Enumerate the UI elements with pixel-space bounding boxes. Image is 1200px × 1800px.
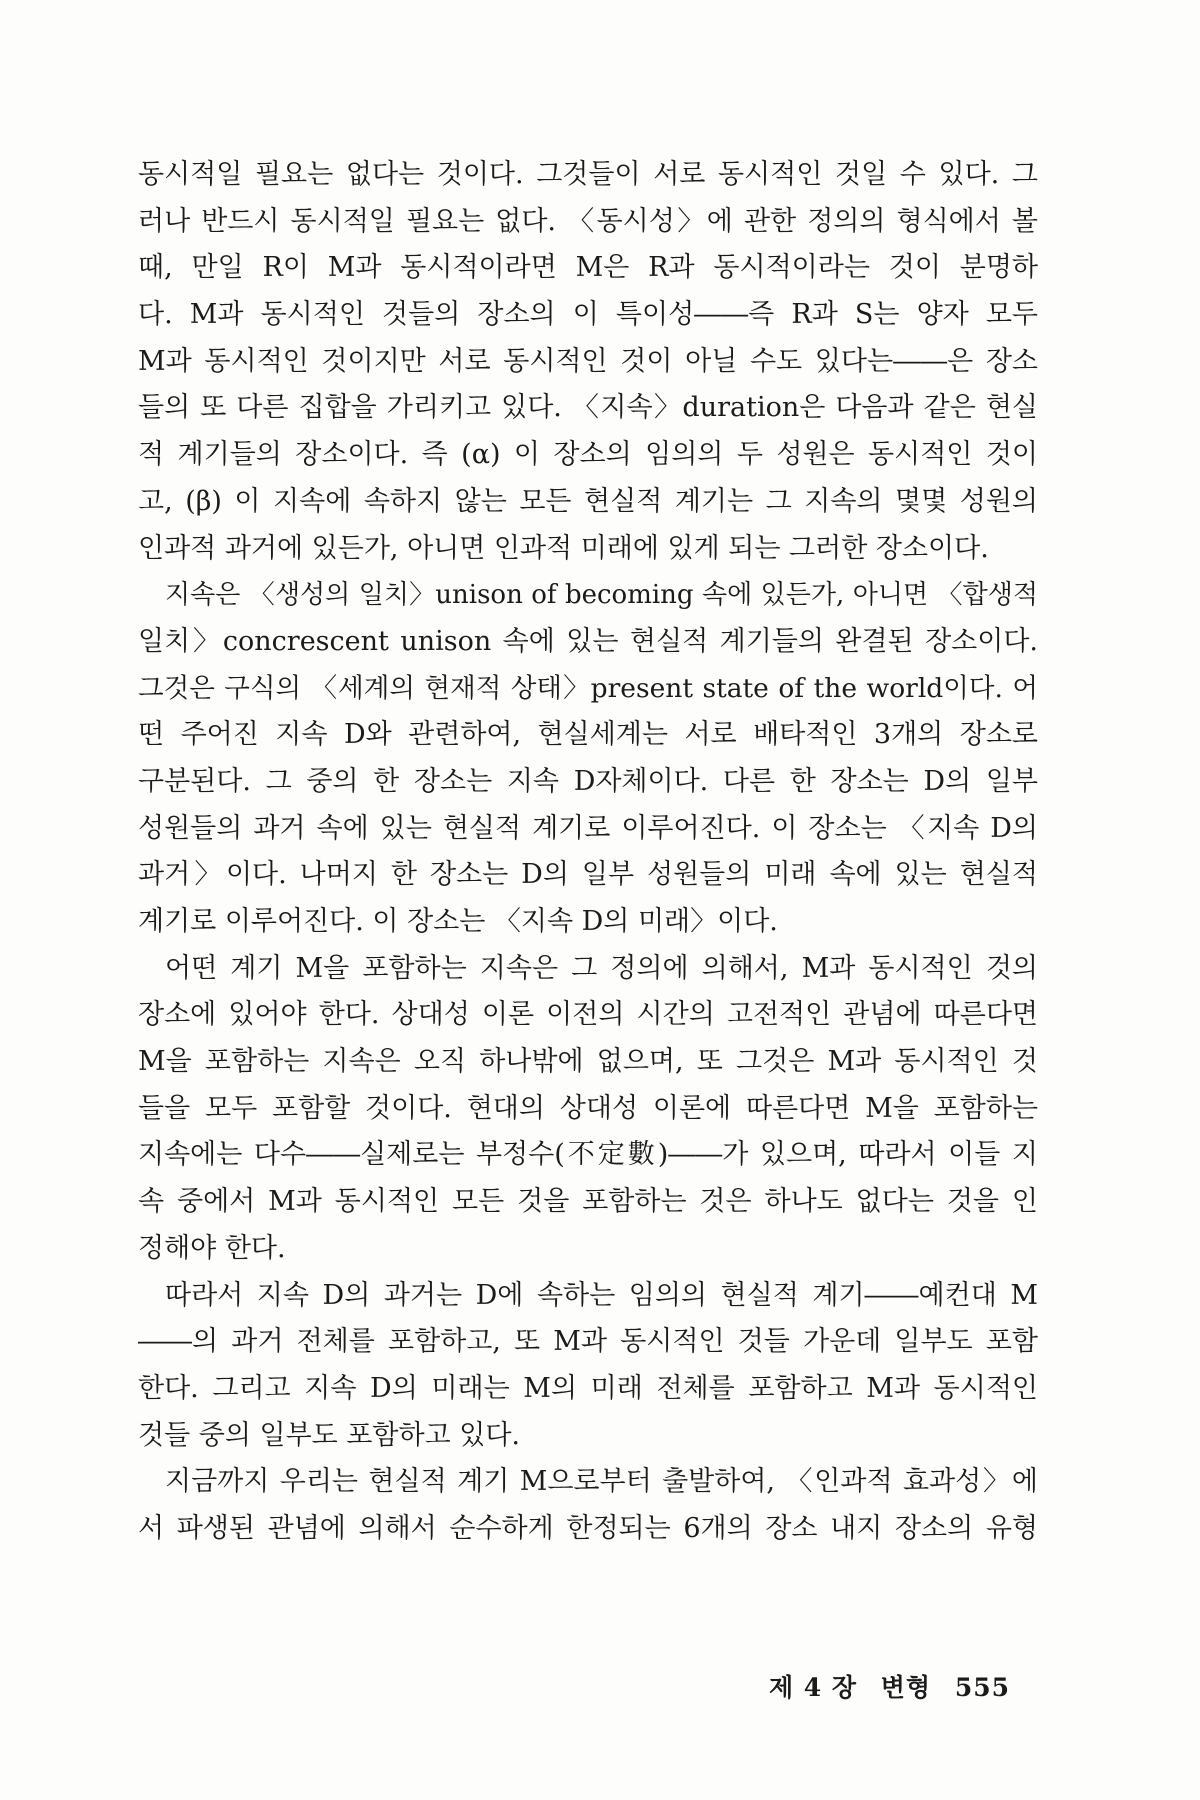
text-line: 고, (β) 이 지속에 속하지 않는 모든 현실적 계기는 그 지속의 몇몇 성원의 bbox=[138, 485, 1038, 517]
text-line: 장소에 있어야 한다. 상대성 이론 이전의 시간의 고전적인 관념에 따른다면 bbox=[138, 999, 1038, 1031]
text-line: 때, 만일 R이 M과 동시적이라면 M은 R과 동시적이라는 것이 분명하 bbox=[138, 252, 1038, 284]
text-line: 적 계기들의 장소이다. 즉 (α) 이 장소의 임의의 두 성원은 동시적인 것이 bbox=[138, 439, 1038, 471]
text-line: 속 중에서 M과 동시적인 모든 것을 포함하는 것은 하나도 없다는 것을 인 bbox=[138, 1186, 1038, 1218]
text-line: 떤 주어진 지속 D와 관련하여, 현실세계는 서로 배타적인 3개의 장소로 bbox=[138, 719, 1038, 751]
text-line: 것들 중의 일부도 포함하고 있다. bbox=[138, 1419, 520, 1451]
text-line: 과거〉이다. 나머지 한 장소는 D의 일부 성원들의 미래 속에 있는 현실적 bbox=[138, 859, 1038, 891]
text-line: 어떤 계기 M을 포함하는 지속은 그 정의에 의해서, M과 동시적인 것의 bbox=[165, 952, 1038, 984]
text-line: M을 포함하는 지속은 오직 하나밖에 없으며, 또 그것은 M과 동시적인 것 bbox=[138, 1046, 1038, 1078]
text-line: 그것은 구식의 〈세계의 현재적 상태〉present state of the world이다. 어 bbox=[138, 672, 1038, 704]
text-line: 다. M과 동시적인 것들의 장소의 이 특이성――즉 R과 S는 양자 모두 bbox=[138, 299, 1038, 331]
text-line: 구분된다. 그 중의 한 장소는 지속 D자체이다. 다른 한 장소는 D의 일부 bbox=[138, 765, 1038, 797]
text-line: 지속에는 다수――실제로는 부정수(不定數)――가 있으며, 따라서 이들 지 bbox=[138, 1139, 1038, 1171]
text-line: 들을 모두 포함할 것이다. 현대의 상대성 이론에 따른다면 M을 포함하는 bbox=[138, 1092, 1038, 1124]
text-line: 성원들의 과거 속에 있는 현실적 계기로 이루어진다. 이 장소는 〈지속 D의 bbox=[138, 812, 1038, 844]
footer-title: 변형 bbox=[880, 1673, 932, 1702]
text-line: ――의 과거 전체를 포함하고, 또 M과 동시적인 것들 가운데 일부도 포함 bbox=[138, 1326, 1038, 1358]
page-footer bbox=[769, 1668, 1010, 1704]
text-line: 서 파생된 관념에 의해서 순수하게 한정되는 6개의 장소 내지 장소의 유형 bbox=[138, 1512, 1038, 1544]
body-text bbox=[138, 152, 1038, 1553]
text-line: 일치〉concrescent unison 속에 있는 현실적 계기들의 완결된 장소이다. bbox=[138, 625, 1038, 657]
text-line: 지속은 〈생성의 일치〉unison of becoming 속에 있든가, 아니면 〈합생적 bbox=[165, 580, 1038, 611]
text-line: 러나 반드시 동시적일 필요는 없다. 〈동시성〉에 관한 정의의 형식에서 볼 bbox=[138, 205, 1038, 237]
text-line: 한다. 그리고 지속 D의 미래는 M의 미래 전체를 포함하고 M과 동시적인 bbox=[138, 1372, 1038, 1404]
text-line: 지금까지 우리는 현실적 계기 M으로부터 출발하여, 〈인과적 효과성〉에 bbox=[165, 1466, 1038, 1498]
footer-chapter: 제 4 장 bbox=[768, 1673, 858, 1702]
text-line: 계기로 이루어진다. 이 장소는 〈지속 D의 미래〉이다. bbox=[138, 906, 778, 937]
text-line: 정해야 한다. bbox=[138, 1232, 286, 1264]
text-line: 따라서 지속 D의 과거는 D에 속하는 임의의 현실적 계기――예컨대 M bbox=[165, 1279, 1038, 1311]
text-line: M과 동시적인 것이지만 서로 동시적인 것이 아닐 수도 있다는――은 장소 bbox=[138, 345, 1038, 377]
text-line: 동시적일 필요는 없다는 것이다. 그것들이 서로 동시적인 것일 수 있다. 그 bbox=[138, 159, 1038, 190]
text-line: 들의 또 다른 집합을 가리키고 있다. 〈지속〉duration은 다음과 같은 현실 bbox=[138, 392, 1038, 424]
text-line: 인과적 과거에 있든가, 아니면 인과적 미래에 있게 되는 그러한 장소이다. bbox=[138, 532, 989, 564]
page-number: 555 bbox=[954, 1673, 1010, 1702]
